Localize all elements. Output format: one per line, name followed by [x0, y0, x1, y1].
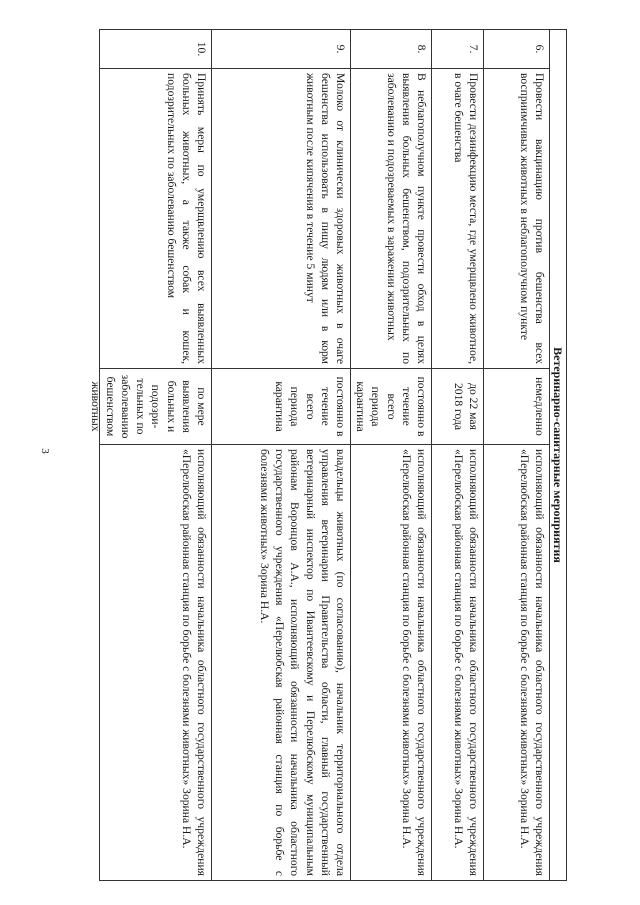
- section-header-row: [550, 29, 567, 881]
- row-responsible: владельцы животных (по согласованию), начальник территориального отдела управления ветеринарии Правительства области, главный государственный ветеринарный инспектор по Ивантеевскому и Перелюбскому муниципальным районам Воронцов А.А., исполняющий обязанности начальника областного государственного учреждения «Перелюбская районная станция по борьбе с болезнями животных» Зорина Н.А.: [212, 444, 350, 880]
- row-responsible: исполняющий обязанности начальника областного государственного учреждения «Перелюбская районная станция по борьбе с болезнями животных» Зорина Н.А.: [484, 444, 549, 880]
- table-row: [484, 29, 550, 881]
- row-term: постоянно в течение всего периода карантина: [212, 368, 350, 444]
- row-number: 9.: [334, 44, 347, 54]
- row-number: 8.: [415, 44, 428, 54]
- table-row: [212, 29, 351, 881]
- table-row: [88, 29, 212, 881]
- row-responsible: исполняющий обязанности начальника областного государственного учреждения «Перелюбская районная станция по борьбе с болезнями животных» Зорина Н.А.: [100, 444, 211, 880]
- row-number: 7.: [467, 44, 480, 54]
- row-term: до 22 мая 2018 года: [432, 368, 483, 444]
- row-action: Провести дезинфекцию места, где умерщвлено животное, в очаге бешенства: [432, 68, 483, 368]
- row-term: постоянно в течение всего периода карантина: [351, 368, 431, 444]
- table-row: [351, 29, 432, 881]
- row-action: Принять меры по умерщвлению всех выявленных больных животных, а также собак и кошек, подозрительных по заболеванию бешенством: [100, 68, 211, 368]
- row-number: 6.: [533, 44, 546, 54]
- row-term: по мере выявления больных и подозри-тельных по заболеванию бешенством животных: [100, 368, 211, 444]
- page-number: 3: [38, 448, 51, 454]
- row-action: В неблагополучном пункте провести обход в целях выявления больных бешенством, подозрительных по заболеванию и подозреваемых в заражении животных: [351, 68, 431, 368]
- row-number: 10.: [195, 41, 208, 57]
- row-responsible: исполняющий обязанности начальника областного государственного учреждения «Перелюбская районная станция по борьбе с болезнями животных» Зорина Н.А.: [351, 444, 431, 880]
- row-action: Молоко от клинически здоровых животных в очаге бешенства использовать в пищу людям или в корм животным после кипячения в течение 5 минут: [212, 68, 350, 368]
- row-action: Провести вакцинацию против бешенства всех восприимчивых животных в неблагополучном пункте: [484, 68, 549, 368]
- row-responsible: исполняющий обязанности начальника областного государственного учреждения «Перелюбская районная станция по борьбе с болезнями животных» Зорина Н.А.: [432, 444, 483, 880]
- table-row: [432, 29, 484, 881]
- section-title: Ветеринарно-санитарные мероприятия: [551, 347, 565, 563]
- measures-table: [88, 29, 567, 881]
- row-term: немедленно: [484, 368, 549, 444]
